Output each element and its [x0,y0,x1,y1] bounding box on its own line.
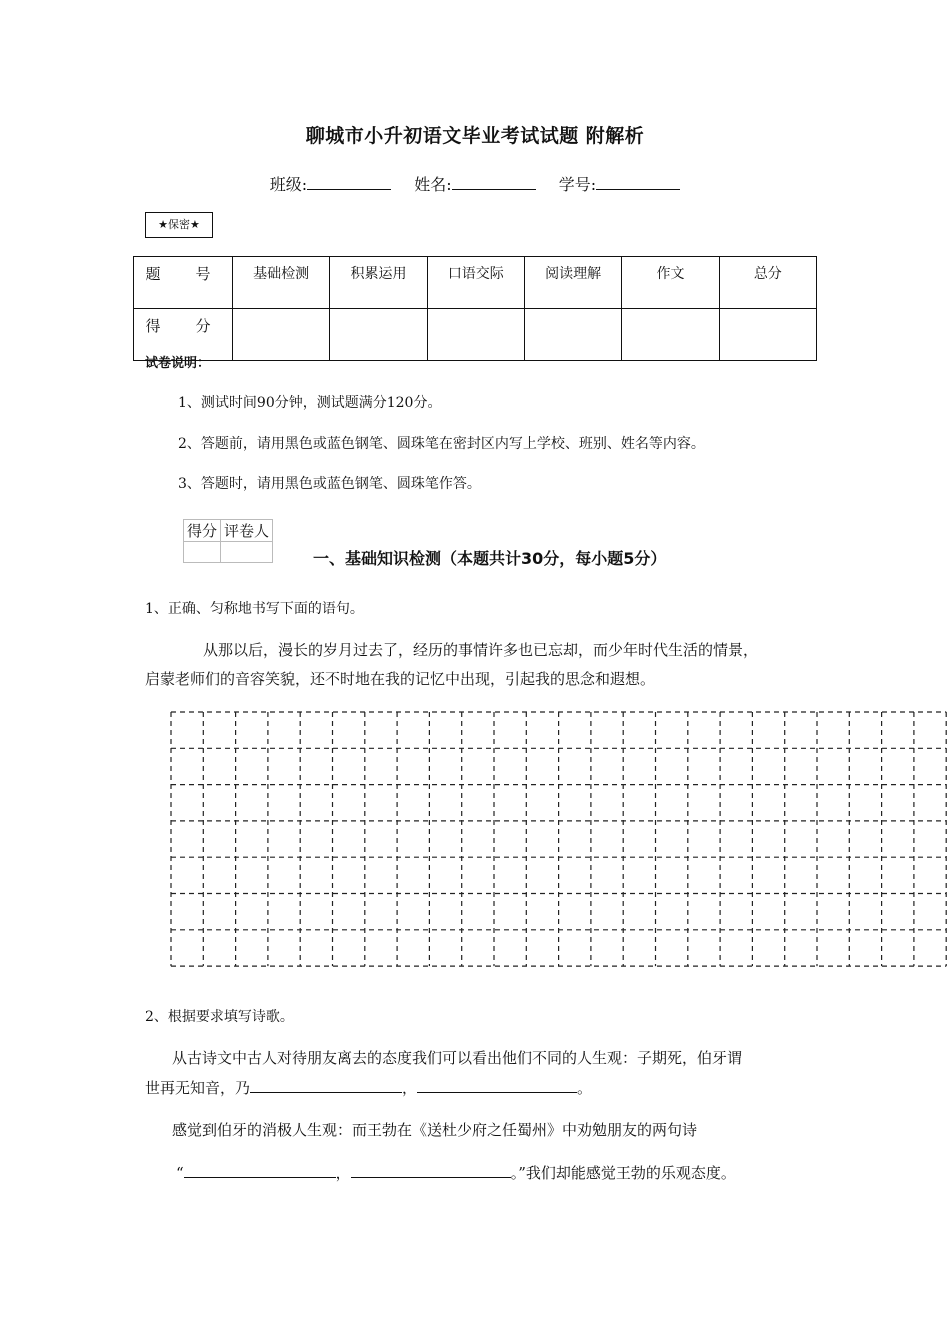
score-input-cell[interactable] [719,309,816,361]
period: 。 [577,1079,593,1097]
class-label: 班级: [269,175,308,194]
poem-fill-prefix: 世再无知音，乃 [145,1079,251,1097]
name-label: 姓名: [414,175,452,194]
grader-name-label: 评卷人 [221,520,273,542]
comma: ， [335,1164,351,1182]
question-2-prompt: 2、根据要求填写诗歌。 [145,1009,294,1025]
grader-score-label: 得分 [184,520,221,542]
quote-ending: 。”我们却能感觉王勃的乐观态度。 [510,1164,736,1182]
score-input-cell[interactable] [233,309,330,361]
score-input-cell[interactable] [622,309,719,361]
open-quote: “ [176,1164,184,1182]
poem-fill-line [145,1073,592,1104]
instructions-heading: 试卷说明： [145,356,211,371]
section-title: 一、基础知识检测（本题共计30分，每小题5分） [313,549,667,568]
confidential-badge: ★保密★ [145,212,213,238]
poem-blank-4[interactable] [351,1163,511,1178]
instruction-item: 1、测试时间90分钟，测试题满分120分。 [178,395,442,411]
poem-blank-3[interactable] [184,1163,336,1178]
instruction-item: 2、答题前，请用黑色或蓝色钢笔、圆珠笔在密封区内写上学校、班别、姓名等内容。 [178,436,705,452]
score-table-cell: 口语交际 [427,257,524,309]
score-table-cell: 得 分 [134,309,233,361]
grader-name-cell[interactable] [221,542,273,563]
student-id-field[interactable] [596,177,680,190]
score-input-cell[interactable] [524,309,621,361]
score-table-cell: 阅读理解 [524,257,621,309]
score-table-score-row [134,309,817,361]
score-table [133,256,817,361]
score-table-header-row [134,257,817,309]
passage-line: 启蒙老师们的音容笑貌，还不时地在我的记忆中出现，引起我的思念和遐想。 [145,670,656,688]
id-label: 学号: [558,175,597,194]
poem-blank-2[interactable] [417,1078,577,1093]
passage-line: 从那以后，漫长的岁月过去了，经历的事情许多也已忘却，而少年时代生活的情景， [203,641,759,659]
page-title: 聊城市小升初语文毕业考试试题 附解析 [305,125,645,147]
writing-grid[interactable] [170,711,948,968]
poem-blank-1[interactable] [250,1078,402,1093]
poem-context-line: 感觉到伯牙的消极人生观：而王勃在《送杜少府之任蜀州》中劝勉朋友的两句诗 [172,1121,698,1139]
score-input-cell[interactable] [330,309,427,361]
grader-score-cell[interactable] [184,542,221,563]
name-field[interactable] [452,177,536,190]
score-table-cell: 基础检测 [233,257,330,309]
instruction-item: 3、答题时，请用黑色或蓝色钢笔、圆珠笔作答。 [178,476,481,492]
question-1-prompt: 1、正确、匀称地书写下面的语句。 [145,601,364,617]
class-field[interactable] [307,177,391,190]
score-table-cell: 总分 [719,257,816,309]
comma: ， [402,1079,418,1097]
poem-intro-line: 从古诗文中古人对待朋友离去的态度我们可以看出他们不同的人生观：子期死，伯牙谓 [172,1049,743,1067]
grader-box [183,519,273,563]
poem-quote-line [176,1158,736,1189]
score-input-cell[interactable] [427,309,524,361]
student-info [0,172,950,195]
score-table-cell: 题 号 [134,257,233,309]
score-table-cell: 积累运用 [330,257,427,309]
score-table-cell: 作文 [622,257,719,309]
